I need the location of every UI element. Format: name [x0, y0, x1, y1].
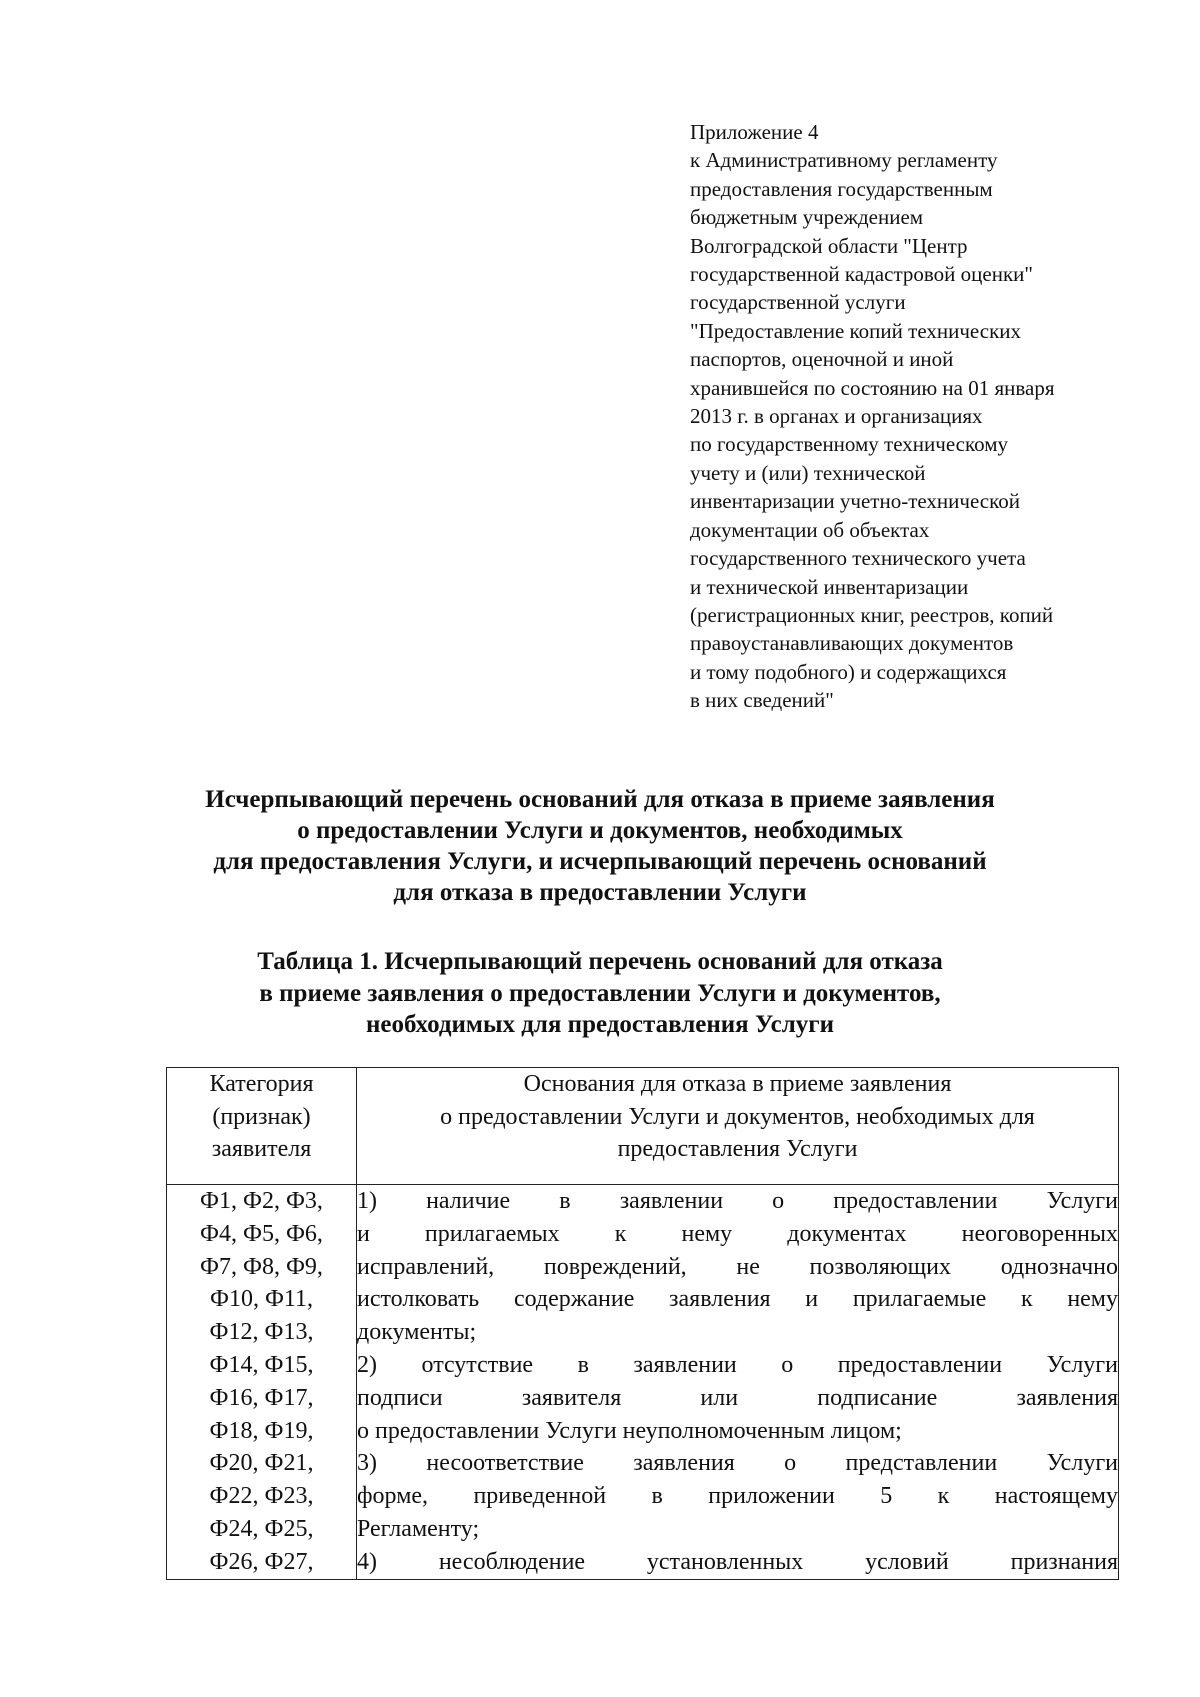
- reason-line: истолковать содержание заявления и прилагаемые к нему: [357, 1286, 1118, 1313]
- reason-line: о предоставлении Услуги неуполномоченным лицом;: [357, 1417, 902, 1444]
- reason-line: подписи заявителя или подписание заявления: [357, 1384, 1118, 1411]
- grounds-table: [166, 1067, 1119, 1580]
- reason-line: 3) несоответствие заявления о представлении Услуги: [357, 1450, 1118, 1477]
- reason-line: и прилагаемых к нему документах неоговоренных: [357, 1220, 1118, 1247]
- table-header-row: [167, 1068, 1119, 1185]
- table-row: [167, 1185, 1119, 1580]
- reason-line: 4) несоблюдение установленных условий признания: [357, 1548, 1118, 1575]
- header-refusal-grounds: Основания для отказа в приеме заявления о предоставлении Услуги и документов, необходимых для предоставления Услуги: [357, 1068, 1119, 1185]
- reason-line: 2) отсутствие в заявлении о предоставлении Услуги: [357, 1351, 1118, 1378]
- reason-line: документы;: [357, 1319, 477, 1346]
- reason-line: исправлений, повреждений, не позволяющих однозначно: [357, 1253, 1118, 1280]
- document-title: Исчерпывающий перечень оснований для отказа в приеме заявления о предоставлении Услуги и документов, необходимых для предоставления Услуги, и исчерпывающий перечень оснований для отказа в предоставлении Услуги: [205, 786, 995, 906]
- refusal-reasons-cell: [357, 1185, 1119, 1580]
- reason-line: форме, приведенной в приложении 5 к настоящему: [357, 1483, 1118, 1510]
- reason-line: Регламенту;: [357, 1515, 480, 1542]
- header-applicant-category: Категория (признак) заявителя: [167, 1068, 357, 1185]
- applicant-codes-cell: Ф1, Ф2, Ф3, Ф4, Ф5, Ф6, Ф7, Ф8, Ф9, Ф10, Ф11, Ф12, Ф13, Ф14, Ф15, Ф16, Ф17, Ф18, Ф19, Ф20, Ф21, Ф22, Ф23, Ф24, Ф25, Ф26, Ф27,: [167, 1185, 357, 1580]
- appendix-note: Приложение 4 к Административному регламенту предоставления государственным бюджетным учреждением Волгоградской области "Центр государственной кадастровой оценки" государственной услуги "Предоставление копий технических паспортов, оценочной и иной хранившейся по состоянию на 01 января 2013 г. в органах и организациях по государственному техническому учету и (или) технической инвентаризации учетно-технической документации об объектах государственного технического учета и технической инвентаризации (регистрационных книг, реестров, копий правоустанавливающих документов и тому подобного) и содержащихся в них сведений": [690, 120, 1055, 713]
- reason-line: 1) наличие в заявлении о предоставлении Услуги: [357, 1188, 1118, 1214]
- table-title: Таблица 1. Исчерпывающий перечень оснований для отказа в приеме заявления о предоставлении Услуги и документов, необходимых для предоставления Услуги: [257, 948, 943, 1038]
